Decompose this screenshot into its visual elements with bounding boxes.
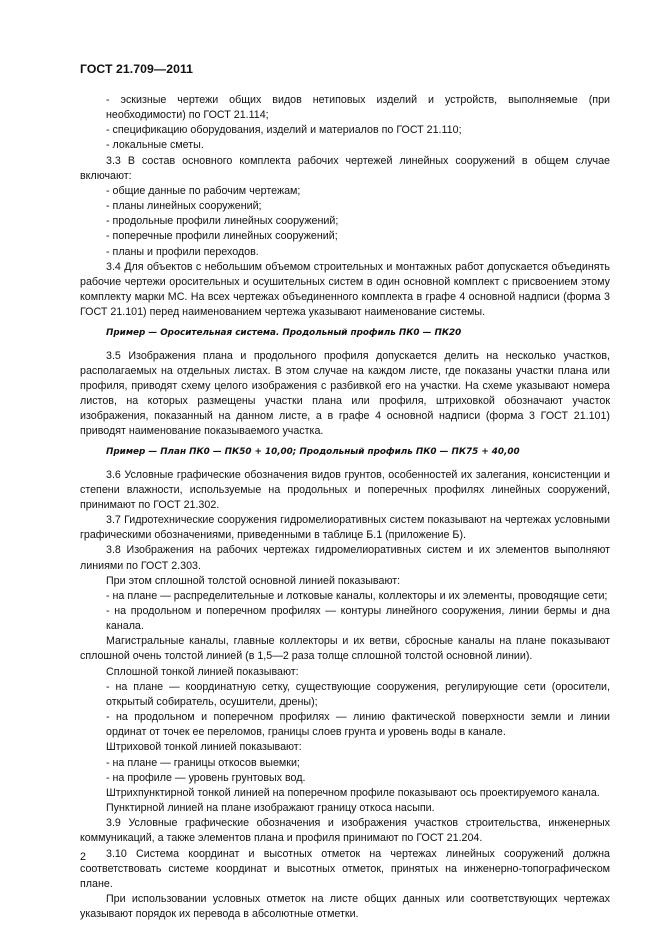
list-item: - на продольном и поперечном профилях — линию фактической поверхности земли и линии ординат от точек ее переломов, границы слоев грунта и уровень воды в канале. bbox=[106, 711, 610, 739]
list-item: - планы линейных сооружений; bbox=[106, 200, 262, 213]
list-item: - поперечные профили линейных сооружений; bbox=[106, 230, 338, 243]
paragraph: 3.5 Изображения плана и продольного профиля допускается делить на несколько участков, располагаемых на отдельных листах. В этом случае на каждом листе, где показаны участки плана или профиля, приводят схему целого изображения с разбивкой его на участки. На схеме указывают номера листов, на которых размещены участки плана или профиля, штриховкой обозначают участок изображения, показанный на данном листе, а в графе 4 основной надписи (форма 3 ГОСТ 21.101) приводят наименование показываемого участка. bbox=[80, 349, 610, 438]
list-item: - на профиле — уровень грунтовых вод. bbox=[106, 771, 306, 784]
document-body bbox=[80, 93, 610, 922]
list-item: - общие данные по рабочим чертежам; bbox=[106, 184, 301, 197]
paragraph: При этом сплошной толстой основной линией показывают: bbox=[106, 574, 401, 587]
list-item: - на продольном и поперечном профилях — контуры линейного сооружения, линии бермы и дна канала. bbox=[106, 605, 610, 633]
paragraph: 3.7 Гидротехнические сооружения гидромелиоративных систем показывают на чертежах условными графическими обозначениями, приведенными в таблице Б.1 (приложение Б). bbox=[80, 514, 610, 542]
paragraph: Сплошной тонкой линией показывают: bbox=[106, 665, 299, 678]
paragraph: Пунктирной линией на плане изображают границу откоса насыпи. bbox=[106, 802, 435, 815]
example-note: Пример — План ПК0 — ПК50 + 10,00; Продольный профиль ПК0 — ПК75 + 40,00 bbox=[106, 447, 520, 458]
list-item: - спецификацию оборудования, изделий и материалов по ГОСТ 21.110; bbox=[106, 124, 462, 137]
paragraph: 3.8 Изображения на рабочих чертежах гидромелиоративных систем и их элементов выполняют линиями по ГОСТ 2.303. bbox=[80, 544, 610, 572]
list-item: - планы и профили переходов. bbox=[106, 245, 259, 258]
list-item: - продольные профили линейных сооружений; bbox=[106, 215, 339, 228]
paragraph: Магистральные каналы, главные коллекторы и их ветви, сбросные каналы на плане показывают сплошной очень толстой линией (в 1,5—2 раза толще сплошной толстой основной линии). bbox=[80, 635, 610, 663]
paragraph: 3.4 Для объектов с небольшим объемом строительных и монтажных работ допускается объединять рабочие чертежи оросительных и осушительных систем в один основной комплект с присвоением этому комплекту марки МС. На всех чертежах объединенного комплекта в графе 4 основной надписи (форма 3 ГОСТ 21.101) перед наименованием чертежа указывают наименование системы. bbox=[80, 260, 610, 319]
list-item: - локальные сметы. bbox=[106, 139, 204, 152]
paragraph: Штриховой тонкой линией показывают: bbox=[106, 741, 302, 754]
paragraph: 3.3 В состав основного комплекта рабочих чертежей линейных сооружений в общем случае включают: bbox=[80, 154, 610, 182]
document-header: ГОСТ 21.709—2011 bbox=[80, 62, 194, 76]
paragraph: Штрихпунктирной тонкой линией на поперечном профиле показывают ось проектируемого канала. bbox=[106, 786, 600, 799]
paragraph: 3.6 Условные графические обозначения видов грунтов, особенностей их залегания, консистенции и степени влажности, используемые на продольных и поперечных профилях линейных сооружений, принимают по ГОСТ 21.302. bbox=[80, 468, 610, 511]
paragraph: - эскизные чертежи общих видов нетиповых изделий и устройств, выполняемые (при необходимости) по ГОСТ 21.114; bbox=[106, 94, 610, 122]
list-item: - на плане — распределительные и лотковые каналы, коллекторы и их элементы, проводящие сети; bbox=[106, 589, 608, 602]
paragraph: 3.9 Условные графические обозначения и изображения участков строительства, инженерных коммуникаций, а также элементов плана и профиля принимают по ГОСТ 21.204. bbox=[80, 817, 610, 845]
list-item: - на плане — границы откосов выемки; bbox=[106, 756, 300, 769]
page-number: 2 bbox=[80, 851, 86, 863]
paragraph: 3.10 Система координат и высотных отметок на чертежах линейных сооружений должна соответствовать системе координат и высотных отметок, принятых на инженерно-топографическом плане. bbox=[80, 847, 610, 890]
paragraph: При использовании условных отметок на листе общих данных или соответствующих чертежах указывают порядок их перевода в абсолютные отметки. bbox=[80, 892, 610, 921]
list-item: - на плане — координатную сетку, существующие сооружения, регулирующие сети (оросители, открытый собиратель, осушители, дрены); bbox=[106, 680, 610, 708]
example-note: Пример — Оросительная система. Продольный профиль ПК0 — ПК20 bbox=[106, 328, 462, 339]
